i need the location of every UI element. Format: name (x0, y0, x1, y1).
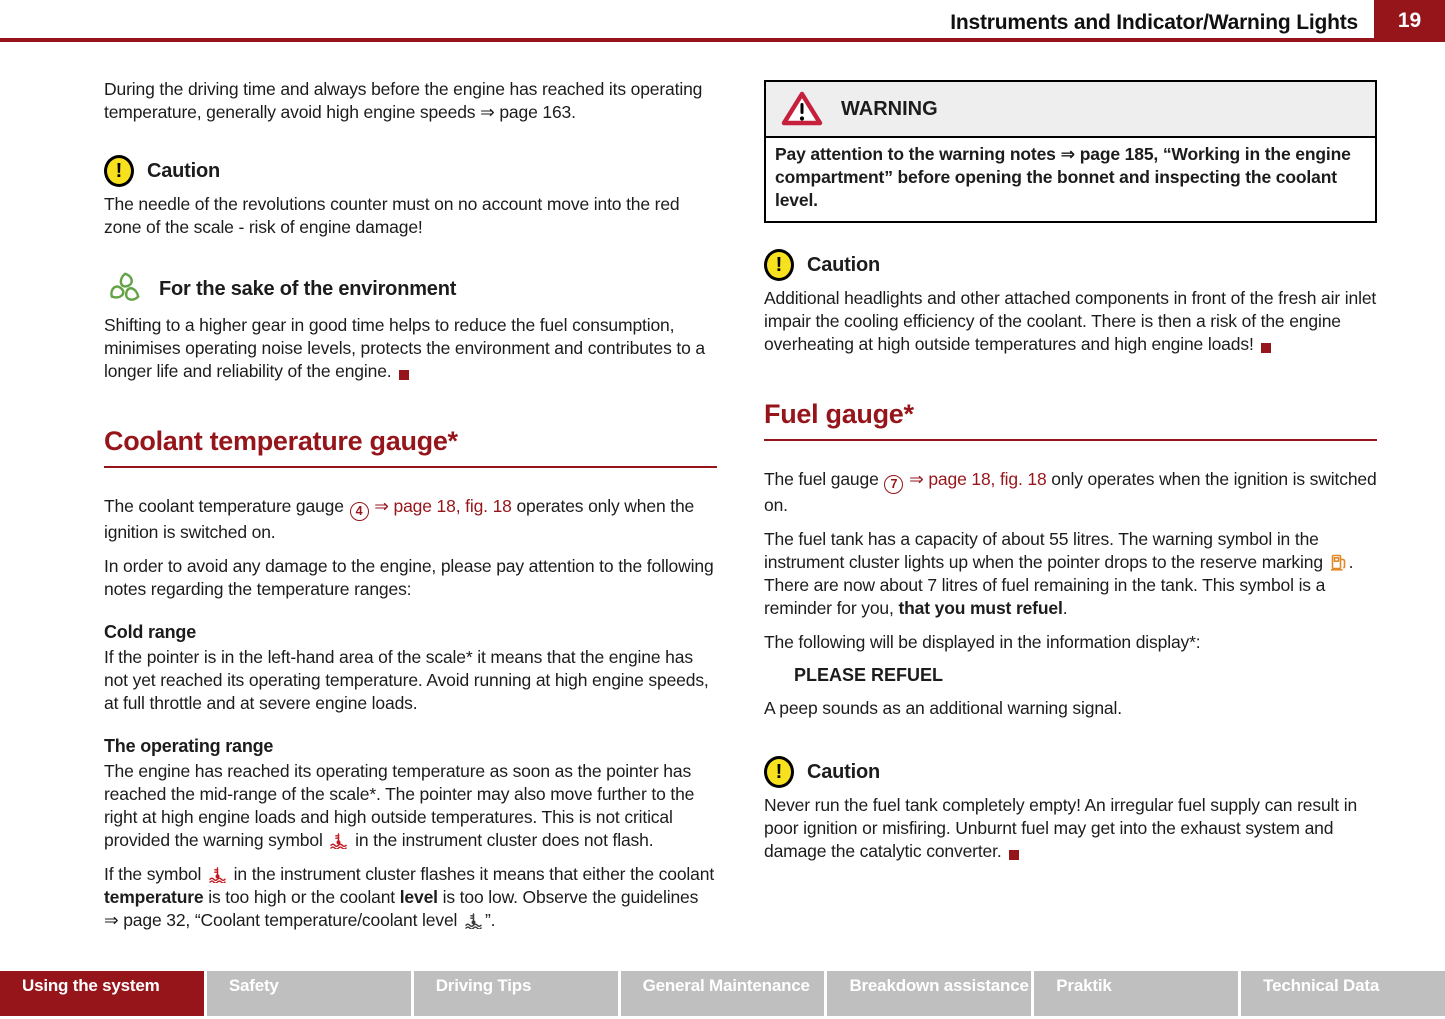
page-title: Instruments and Indicator/Warning Lights (950, 11, 1358, 34)
caution-heading (104, 155, 717, 187)
cold-range-paragraph (104, 646, 717, 715)
page-number: 19 (1397, 9, 1422, 32)
circled-number: 4 (350, 502, 369, 521)
text-segment: The coolant temperature gauge (104, 496, 349, 516)
text-segment: ”. (484, 910, 496, 930)
fuel-paragraph-4 (764, 697, 1377, 720)
coolant-flash-paragraph (104, 863, 717, 932)
text-segment: . (1062, 598, 1068, 618)
text-segment: only operates when the ignition is switched on. (764, 469, 1377, 515)
environment-icon (106, 270, 144, 308)
text-segment: The fuel gauge (764, 469, 884, 489)
coolant-temp-red-icon (208, 867, 227, 883)
subhead-cold-range: Cold range (104, 622, 197, 642)
environment-body (104, 314, 717, 383)
text-segment: is too high or the coolant (203, 887, 400, 907)
text-segment: The fuel tank has a capacity of about 55 litres. The warning symbol in the instrument cluster lights up when the pointer drops to the reserve marking (764, 529, 1328, 572)
caution-title: Caution (807, 253, 881, 276)
end-square-icon (394, 370, 409, 380)
environment-heading (104, 270, 717, 308)
caution-body (764, 287, 1377, 356)
tab-using-the-system[interactable]: Using the system (0, 971, 204, 1016)
tab-praktik[interactable]: Praktik (1034, 971, 1238, 1016)
caution-heading (764, 249, 1377, 281)
caution-icon: ! (764, 756, 794, 788)
coolant-paragraph-2 (104, 555, 717, 601)
page-reference-link[interactable]: ⇒ page 18, fig. 18 (909, 469, 1047, 489)
circled-number: 7 (884, 475, 903, 494)
intro-paragraph (104, 78, 717, 124)
text-segment: level (399, 887, 438, 907)
text-segment: Pay attention to the warning notes ⇒ page 185, “Working in the engine compartment” before opening the bonnet and inspecting the coolant level. (775, 144, 1351, 210)
section-title-coolant: Coolant temperature gauge* (104, 426, 717, 468)
footer-tab-bar (0, 971, 1445, 1016)
text-segment: The needle of the revolutions counter must on no account move into the red zone of the scale - risk of engine damage! (104, 194, 680, 237)
page-reference-link[interactable]: ⇒ page 18, fig. 18 (374, 496, 512, 516)
caution-heading (764, 756, 1377, 788)
tab-general-maintenance[interactable]: General Maintenance (621, 971, 825, 1016)
coolant-temp-red-icon (329, 833, 348, 849)
text-segment: operates only when the ignition is switched on. (104, 496, 695, 542)
tab-driving-tips[interactable]: Driving Tips (414, 971, 618, 1016)
environment-title: For the sake of the environment (159, 277, 457, 300)
coolant-temp-black-icon (464, 913, 483, 929)
text-segment: temperature (104, 887, 204, 907)
caution-title: Caution (807, 760, 881, 783)
caution-body (104, 193, 717, 239)
display-message: PLEASE REFUEL (794, 665, 944, 685)
text-segment: During the driving time and always before the engine has reached its operating temperature, generally avoid high engine speeds ⇒ page 163. (104, 79, 703, 122)
text-segment: that you must refuel (898, 598, 1063, 618)
section-title-fuel: Fuel gauge* (764, 399, 1377, 441)
subhead-operating-range: The operating range (104, 736, 274, 756)
end-square-icon (1256, 343, 1271, 353)
caution-icon: ! (104, 155, 134, 187)
text-segment: In order to avoid any damage to the engine, please pay attention to the following notes regarding the temperature ranges: (104, 556, 714, 599)
text-segment: in the instrument cluster flashes it means that either the coolant (228, 864, 715, 884)
caution-title: Caution (147, 159, 221, 182)
tab-technical-data[interactable]: Technical Data (1241, 971, 1445, 1016)
operating-range-paragraph (104, 760, 717, 852)
left-column (104, 78, 717, 932)
warning-title: WARNING (841, 97, 938, 120)
text-segment: is too low. Observe the guidelines ⇒ page 32, “Coolant temperature/coolant level (104, 887, 699, 930)
fuel-pump-icon (1330, 553, 1347, 571)
warning-box-header (766, 82, 1375, 138)
fuel-paragraph-1 (764, 468, 1377, 517)
fuel-paragraph-2 (764, 528, 1377, 620)
text-segment: If the symbol (104, 864, 206, 884)
text-segment: Shifting to a higher gear in good time helps to reduce the fuel consumption, minimises operating noise levels, protects the environment and contributes to a longer life and reliability of the engine. (104, 315, 705, 381)
caution-icon: ! (764, 249, 794, 281)
tab-safety[interactable]: Safety (207, 971, 411, 1016)
text-segment: A peep sounds as an additional warning signal. (764, 698, 1122, 718)
warning-box (764, 80, 1377, 223)
caution-body (764, 794, 1377, 863)
page-number-badge (1374, 0, 1445, 42)
tab-breakdown-assistance[interactable]: Breakdown assistance (827, 971, 1031, 1016)
text-segment: The following will be displayed in the information display*: (764, 632, 1201, 652)
header-rule (0, 38, 1445, 42)
warning-body (766, 138, 1375, 221)
text-segment: in the instrument cluster does not flash. (350, 830, 654, 850)
text-segment: If the pointer is in the left-hand area of the scale* it means that the engine has not yet reached its operating temperature. Avoid running at high engine speeds, at full throttle and at severe engine loads. (104, 647, 709, 713)
right-column (764, 80, 1377, 863)
text-segment: Additional headlights and other attached components in front of the fresh air inlet impair the cooling efficiency of the coolant. There is then a risk of the engine overheating at high outside temperatures and high engine loads! (764, 288, 1377, 354)
coolant-paragraph-1 (104, 495, 717, 544)
fuel-paragraph-3 (764, 631, 1377, 654)
text-segment: Never run the fuel tank completely empty! An irregular fuel supply can result in poor ignition or misfiring. Unburnt fuel may get into the exhaust system and damage the catalytic converter. (764, 795, 1358, 861)
text-segment: . There are now about 7 litres of fuel remaining in the tank. This symbol is a reminder for you, (764, 552, 1354, 618)
text-segment: The engine has reached its operating temperature as soon as the pointer has reached the mid-range of the scale*. The pointer may also move further to the right at high engine loads and high outside temperatures. This is not critical provided the warning symbol (104, 761, 695, 850)
end-square-icon (1004, 850, 1019, 860)
warning-triangle-icon (780, 90, 824, 128)
